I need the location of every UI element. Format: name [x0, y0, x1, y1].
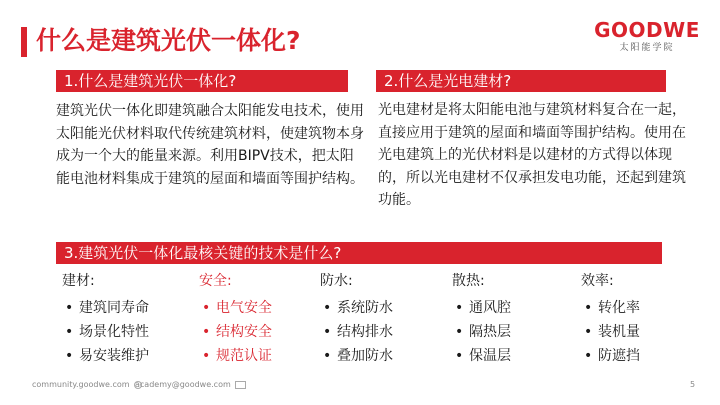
- column-title: 安全:: [199, 273, 232, 289]
- column-title: 防水:: [320, 273, 353, 289]
- list-item: • 通风腔: [452, 296, 511, 320]
- column-waterproof: [320, 269, 393, 368]
- bullet-icon: •: [65, 300, 74, 316]
- list-item: • 易安装维护: [62, 344, 149, 368]
- column-building-material: [62, 269, 149, 368]
- column-title: 效率:: [581, 273, 614, 289]
- page-number: 5: [690, 380, 696, 389]
- bullet-icon: •: [202, 300, 211, 316]
- mail-icon: [235, 381, 246, 389]
- list-item: • 装机量: [581, 320, 640, 344]
- list-item: • 防遮挡: [581, 344, 640, 368]
- list-item: • 隔热层: [452, 320, 511, 344]
- footer-email[interactable]: [135, 380, 246, 389]
- bullet-icon: •: [584, 348, 593, 364]
- section-2-text: 光电建材是将太阳能电池与建筑材料复合在一起，直接应用于建筑的屋面和墙面等围护结构。使用在光电建筑上的光伏材料是以建材的方式得以体现的，所以光电建材不仅承担发电功能，还起到建筑功能。: [378, 102, 686, 208]
- list-item: • 转化率: [581, 296, 640, 320]
- section-1-heading: 1.什么是建筑光伏一体化?: [56, 70, 348, 92]
- bullet-icon: •: [202, 348, 211, 364]
- bullet-icon: •: [323, 348, 332, 364]
- title-accent-bar: [21, 27, 27, 57]
- column-title: 散热:: [452, 273, 485, 289]
- logo-subtitle: 太阳能学院: [619, 43, 675, 53]
- bullet-icon: •: [65, 348, 74, 364]
- list-item: • 结构安全: [199, 320, 272, 344]
- list-item: • 电气安全: [199, 296, 272, 320]
- list-item: • 规范认证: [199, 344, 272, 368]
- bullet-icon: •: [323, 300, 332, 316]
- section-3-heading: 3.建筑光伏一体化最核关键的技术是什么?: [56, 242, 662, 264]
- footer-website[interactable]: [32, 380, 142, 389]
- bullet-icon: •: [455, 348, 464, 364]
- slide-title: 什么是建筑光伏一体化?: [36, 26, 301, 55]
- bullet-icon: •: [65, 324, 74, 340]
- column-efficiency: [581, 269, 640, 368]
- section-1-text: 建筑光伏一体化即建筑融合太阳能发电技术，使用太阳能光伏材料取代传统建筑材料，使建筑物本身成为一个大的能量来源。利用BIPV技术，把太阳能电池材料集成于建筑的屋面和墙面等围护结构。: [56, 103, 364, 187]
- bullet-icon: •: [584, 324, 593, 340]
- list-item: • 保温层: [452, 344, 511, 368]
- bullet-icon: •: [455, 300, 464, 316]
- list-item: • 场景化特性: [62, 320, 149, 344]
- column-title: 建材:: [62, 273, 95, 289]
- website-link[interactable]: community.goodwe.com: [32, 380, 130, 389]
- section-2-heading: 2.什么是光电建材?: [376, 70, 666, 92]
- logo-text: GOODWE: [594, 18, 700, 42]
- list-item: • 建筑同寿命: [62, 296, 149, 320]
- list-item: • 结构排水: [320, 320, 393, 344]
- email-link[interactable]: academy@goodwe.com: [135, 380, 231, 389]
- bullet-icon: •: [455, 324, 464, 340]
- list-item: • 系统防水: [320, 296, 393, 320]
- bullet-icon: •: [323, 324, 332, 340]
- column-heat-dissipation: [452, 269, 511, 368]
- bullet-icon: •: [202, 324, 211, 340]
- column-safety: [199, 269, 272, 368]
- goodwe-logo: [591, 19, 703, 54]
- list-item: • 叠加防水: [320, 344, 393, 368]
- bullet-icon: •: [584, 300, 593, 316]
